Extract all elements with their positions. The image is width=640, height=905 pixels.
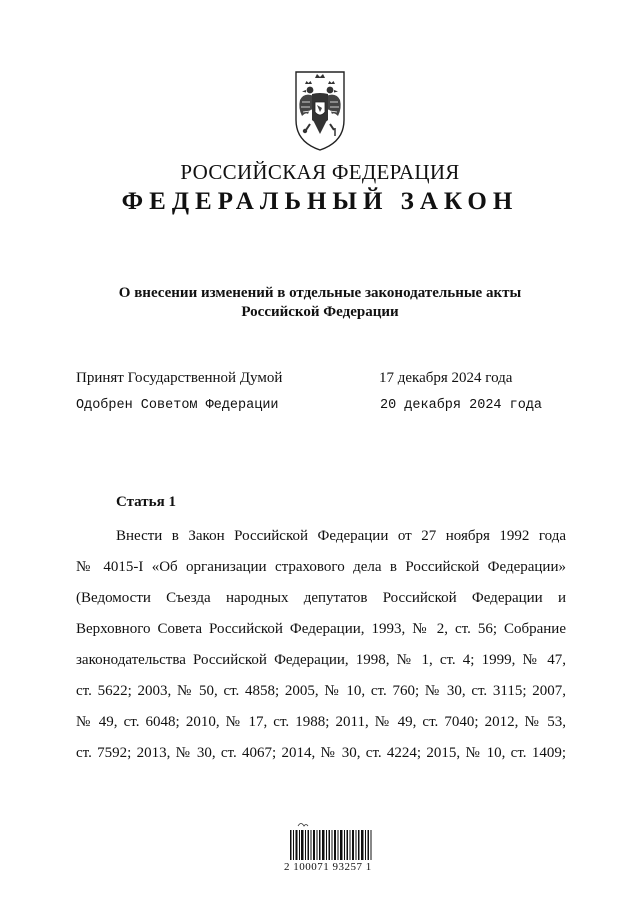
- law-title: [60, 284, 580, 322]
- barcode-number: 2 100071 93257 1: [284, 861, 372, 873]
- article-text-line: законодательства Российской Федерации, 1998, № 1, ст. 4; 1999, № 47,: [76, 652, 566, 668]
- adoption-date: 20 декабря 2024 года: [380, 398, 543, 413]
- article-text-line: № 4015-I «Об организации страхового дела в Российской Федерации»: [76, 559, 566, 575]
- adoption-label: Одобрен Советом Федерации: [76, 398, 279, 413]
- article-text-line: ст. 5622; 2003, № 50, ст. 4858; 2005, № 10, ст. 760; № 30, ст. 3115; 2007,: [76, 683, 566, 699]
- article-text-line: № 49, ст. 6048; 2010, № 17, ст. 1988; 2011, № 49, ст. 7040; 2012, № 53,: [76, 714, 566, 730]
- article-text-line: Внести в Закон Российской Федерации от 27 ноября 1992 года: [116, 528, 566, 544]
- law-title-line: О внесении изменений в отдельные законодательные акты: [118, 285, 522, 301]
- article-text-line: (Ведомости Съезда народных депутатов Российской Федерации и: [76, 590, 566, 606]
- adoption-date: 17 декабря 2024 года: [379, 370, 513, 386]
- law-type-heading: ФЕДЕРАЛЬНЫЙ ЗАКОН: [121, 188, 519, 215]
- article-heading: Статья 1: [116, 494, 176, 510]
- article-text-line: Верховного Совета Российской Федерации, 1993, № 2, ст. 56; Собрание: [76, 621, 566, 637]
- article-body: [76, 526, 566, 774]
- law-title-line: Российской Федерации: [241, 304, 399, 320]
- article-text-line: ст. 7592; 2013, № 30, ст. 4067; 2014, № 30, ст. 4224; 2015, № 10, ст. 1409;: [76, 745, 566, 761]
- adoption-label: Принят Государственной Думой: [76, 370, 283, 386]
- coat-of-arms-icon: [288, 68, 352, 152]
- country-heading: РОССИЙСКАЯ ФЕДЕРАЦИЯ: [180, 160, 460, 184]
